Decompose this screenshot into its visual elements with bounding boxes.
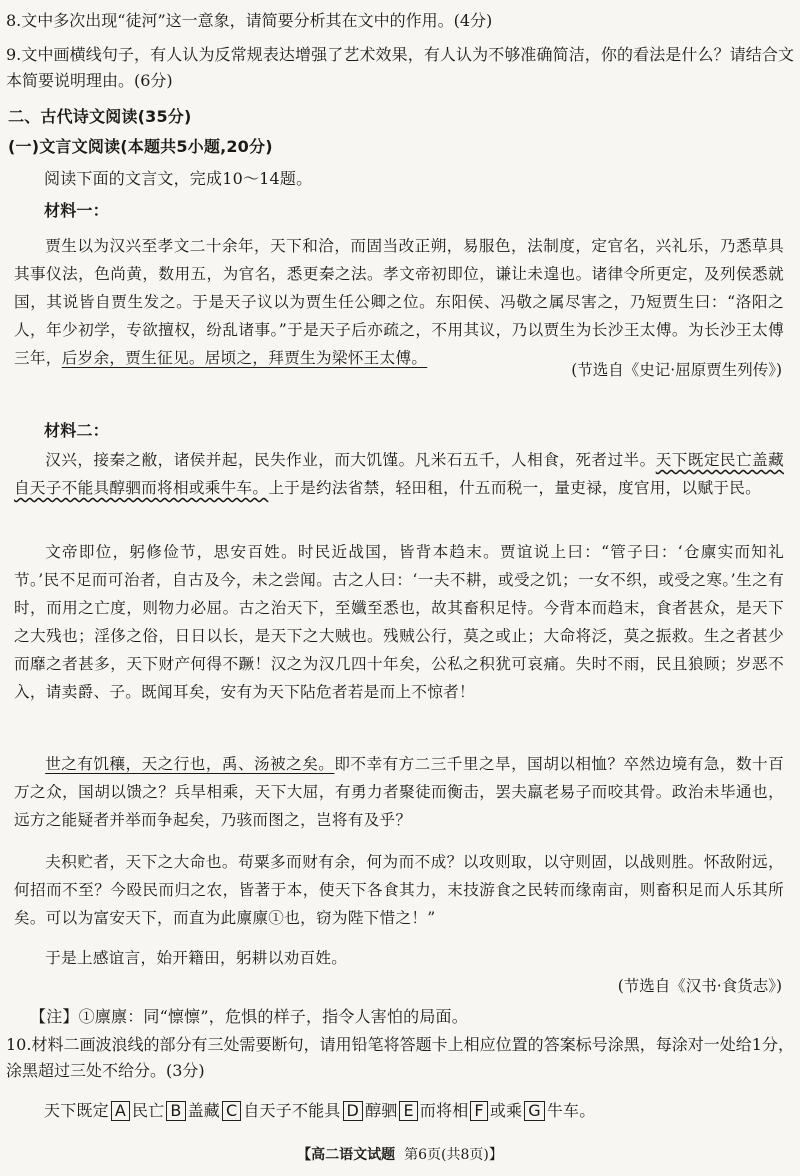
material-2-title: 材料二： xyxy=(44,421,109,440)
segment: 自天子不能具 xyxy=(243,1101,341,1120)
material-2-paragraph-5: 于是上感谊言，始开籍田，躬耕以劝百姓。 xyxy=(45,949,348,967)
material-1-source: (节选自《史记·屈原贾生列传》) xyxy=(571,361,782,379)
material-2-paragraph-1 xyxy=(14,446,784,502)
answer-box-e: E xyxy=(399,1101,417,1121)
material-2-paragraph-3 xyxy=(14,750,784,834)
answer-box-f: F xyxy=(470,1101,487,1121)
answer-box-a: A xyxy=(111,1101,130,1121)
question-8: 8.文中多次出现“徒河”这一意象，请简要分析其在文中的作用。(4分) xyxy=(6,11,493,30)
material-2-underlined-sentence: 世之有饥穰，天之行也，禹、汤被之矣。 xyxy=(45,755,335,773)
material-2-wavy-sentence: 天下既定民亡盖藏自天子不能具醇驷而将相或乘牛车。 xyxy=(14,451,785,497)
segment: 盖藏 xyxy=(187,1101,220,1120)
material-2-paragraph-2: 文帝即位，躬修俭节，思安百姓。时民近战国，皆背本趋末。贾谊说上曰：“管子曰：‘仓廪实而知礼节。’民不足而可治者，自古及今，未之尝闻。古之人曰：‘一夫不耕，或受之饥；一女不织，或受之寒。’生之有时，而用之亡度，则物力必屈。古之治天下，至孅至悉也，故其畜积足恃。今背本而趋末，食者甚众，是天下之大残也；淫侈之俗，日日以长，是天下之大贼也。残贼公行，莫之或止；大命将泛，莫之振救。生之者甚少而靡之者甚多，天下财产何得不蹶！汉之为汉几四十年矣，公私之积犹可哀痛。失时不雨，民且狼顾；岁恶不入，请卖爵、子。既闻耳矣，安有为天下阽危者若是而上不惊者！ xyxy=(14,543,784,701)
material-2-text: 上于是约法省禁，轻田租，什五而税一，量吏禄，度官用，以赋于民。 xyxy=(268,479,762,497)
answer-box-g: G xyxy=(524,1101,545,1121)
segment: 或乘 xyxy=(489,1101,523,1120)
segment: 牛车。 xyxy=(546,1101,596,1120)
question-10-segmented-line xyxy=(44,1100,595,1122)
annotation-note: 【注】①廪廪：同“懔懔”，危惧的样子，指令人害怕的局面。 xyxy=(30,1007,468,1026)
answer-box-c: C xyxy=(222,1101,241,1121)
material-2-text: 汉兴，接秦之敝，诸侯并起，民失作业，而大饥馑。凡米石五千，人相食，死者过半。 xyxy=(45,451,656,469)
segment: 而将相 xyxy=(419,1101,469,1120)
reading-instruction: 阅读下面的文言文，完成10～14题。 xyxy=(44,169,313,188)
section-heading: 二、古代诗文阅读(35分) xyxy=(8,107,192,126)
answer-box-d: D xyxy=(343,1101,364,1121)
footer-page-number: 第6页(共8页)】 xyxy=(404,1147,503,1163)
page-footer xyxy=(0,1144,800,1164)
material-1-paragraph xyxy=(14,232,784,372)
footer-title: 【高二语文试题 xyxy=(297,1147,396,1163)
material-1-text: 贾生以为汉兴至孝文二十余年，天下和洽，而固当改正朔，易服色，法制度，定官名，兴礼乐，乃悉草具其事仪法，色尚黄，数用五，为官名，悉更秦之法。孝文帝初即位，谦让未遑也。诸律令所更定，及列侯悉就国，其说皆自贾生发之。于是天子议以为贾生任公卿之位。东阳侯、冯敬之属尽害之，乃短贾生曰：“洛阳之人，年少初学，专欲擅权，纷乱诸事。”于是天子后亦疏之，不用其议，乃以贾生为长沙王太傅。为长沙王太傅三年， xyxy=(14,237,784,367)
material-1-underlined-sentence: 后岁余，贾生征见。居顷之，拜贾生为梁怀王太傅。 xyxy=(61,349,428,367)
segment: 醇驷 xyxy=(365,1101,398,1120)
segment: 天下既定 xyxy=(44,1101,109,1120)
material-2-paragraph-4: 夫积贮者，天下之大命也。苟粟多而财有余，何为而不成？以攻则取，以守则固，以战则胜。怀敌附远，何招而不至？今殴民而归之农，皆著于本，使天下各食其力，末技游食之民转而缘南亩，则畜积足而人乐其所矣。可以为富安天下，而直为此廪廪①也，窃为陛下惜之！” xyxy=(14,853,784,927)
subsection-heading: (一)文言文阅读(本题共5小题,20分) xyxy=(8,137,273,156)
segment: 民亡 xyxy=(131,1101,165,1120)
question-9: 9.文中画横线句子，有人认为反常规表达增强了艺术效果，有人认为不够准确简洁，你的看法是什么？请结合文本简要说明理由。(6分) xyxy=(6,45,794,90)
material-1-title: 材料一： xyxy=(44,201,109,220)
material-2-source: (节选自《汉书·食货志》) xyxy=(617,977,782,995)
answer-box-b: B xyxy=(166,1101,185,1121)
question-10: 10.材料二画波浪线的部分有三处需要断句，请用铅笔将答题卡上相应位置的答案标号涂黑，每涂对一处给1分，涂黑超过三处不给分。(3分) xyxy=(6,1035,794,1080)
material-2-text: 即不幸有方二三千里之旱，国胡以相恤？卒然边境有急，数十百万之众，国胡以馈之？兵旱相乘，天下大屈，有勇力者聚徒而衡击，罢夫羸老易子而咬其骨。政治未毕通也，远方之能疑者并举而争起矣，乃骇而图之，岂将有及乎？ xyxy=(14,755,784,829)
